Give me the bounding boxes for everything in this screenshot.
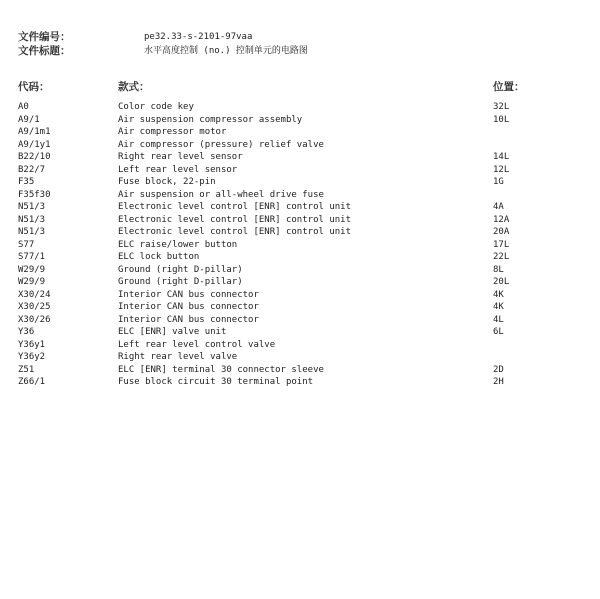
table-row [18, 276, 588, 289]
row-pos: 2D [493, 364, 504, 375]
row-code: N51/3 [18, 214, 46, 225]
row-code: F35f30 [18, 189, 51, 200]
row-code: B22/7 [18, 164, 46, 175]
row-desc: Fuse block, 22-pin [118, 177, 216, 187]
table-row [18, 314, 588, 327]
table-row [18, 201, 588, 214]
row-desc: ELC [ENR] valve unit [118, 327, 227, 337]
doc-title-value: 水平高度控制 (no.) 控制单元的电路图 [144, 46, 308, 56]
row-pos: 4K [493, 302, 504, 312]
doc-number-row [18, 30, 588, 44]
row-code: Y36y1 [18, 339, 46, 350]
row-code: X30/26 [18, 314, 51, 325]
row-pos: 2H [493, 377, 504, 387]
row-code: N51/3 [18, 227, 46, 237]
table-header [18, 79, 588, 95]
row-pos: 4A [493, 202, 504, 212]
row-pos: 1G [493, 177, 504, 187]
row-desc: Electronic level control [ENR] control unit [118, 214, 351, 225]
row-code: X30/24 [18, 289, 51, 300]
table-row [18, 301, 588, 314]
row-desc: Interior CAN bus connector [118, 302, 259, 312]
table-row [18, 176, 588, 189]
row-desc: ELC lock button [118, 252, 200, 262]
doc-title-label: 文件标题： [18, 45, 71, 57]
row-code: Y36 [18, 327, 35, 337]
row-desc: ELC raise/lower button [118, 239, 238, 250]
row-desc: Right rear level valve [118, 352, 238, 362]
row-desc: Color code key [118, 102, 194, 112]
table-row [18, 364, 588, 377]
row-desc: Right rear level sensor [118, 152, 243, 162]
row-desc: Left rear level sensor [118, 164, 238, 175]
table-row [18, 189, 588, 202]
header-desc: 款式： [118, 81, 150, 93]
row-pos: 32L [493, 102, 510, 112]
table-row [18, 239, 588, 252]
doc-title-row [18, 44, 588, 58]
row-code: Y36y2 [18, 352, 46, 362]
row-pos: 20A [493, 227, 510, 237]
row-code: A9/1m1 [18, 127, 51, 137]
row-code: Z66/1 [18, 377, 46, 387]
row-code: Z51 [18, 364, 35, 375]
table-row [18, 164, 588, 177]
row-pos: 22L [493, 252, 510, 262]
doc-number-value: pe32.33-s-2101-97vaa [144, 32, 253, 42]
row-desc: Air suspension compressor assembly [118, 114, 303, 125]
table-row [18, 326, 588, 339]
row-pos: 4K [493, 289, 504, 300]
row-code: F35 [18, 177, 35, 187]
row-code: X30/25 [18, 302, 51, 312]
doc-number-label: 文件编号： [18, 31, 71, 43]
row-pos: 17L [493, 239, 510, 250]
table-row [18, 101, 588, 114]
row-pos: 8L [493, 264, 504, 275]
row-pos: 10L [493, 114, 510, 125]
table-row [18, 139, 588, 152]
row-desc: Ground (right D-pillar) [118, 277, 243, 287]
table-row [18, 289, 588, 302]
row-desc: Left rear level control valve [118, 339, 276, 350]
row-desc: Electronic level control [ENR] control unit [118, 202, 351, 212]
row-pos: 4L [493, 314, 504, 325]
row-code: W29/9 [18, 277, 46, 287]
row-code: A9/1y1 [18, 139, 51, 150]
table-row [18, 251, 588, 264]
document [18, 30, 588, 389]
table-row [18, 351, 588, 364]
row-pos: 14L [493, 152, 510, 162]
header-pos: 位置： [493, 81, 525, 93]
header-code: 代码： [18, 81, 50, 93]
row-desc: Interior CAN bus connector [118, 314, 259, 325]
row-code: S77/1 [18, 252, 46, 262]
table-row [18, 214, 588, 227]
row-pos: 12A [493, 214, 510, 225]
table-row [18, 114, 588, 127]
row-code: W29/9 [18, 264, 46, 275]
table-row [18, 376, 588, 389]
table-row [18, 126, 588, 139]
row-desc: ELC [ENR] terminal 30 connector sleeve [118, 364, 324, 375]
row-pos: 6L [493, 327, 504, 337]
row-code: A0 [18, 102, 29, 112]
row-desc: Air suspension or all-wheel drive fuse [118, 189, 324, 200]
row-desc: Ground (right D-pillar) [118, 264, 243, 275]
row-pos: 20L [493, 277, 510, 287]
table-row [18, 151, 588, 164]
table-row [18, 264, 588, 277]
row-desc: Air compressor (pressure) relief valve [118, 139, 324, 150]
row-pos: 12L [493, 164, 510, 175]
row-code: A9/1 [18, 114, 40, 125]
row-code: N51/3 [18, 202, 46, 212]
table-row [18, 226, 588, 239]
row-code: B22/10 [18, 152, 51, 162]
table-row [18, 339, 588, 352]
row-desc: Fuse block circuit 30 terminal point [118, 377, 314, 387]
row-desc: Interior CAN bus connector [118, 289, 259, 300]
row-code: S77 [18, 239, 35, 250]
row-desc: Air compressor motor [118, 127, 227, 137]
component-list [18, 101, 588, 389]
row-desc: Electronic level control [ENR] control unit [118, 227, 351, 237]
